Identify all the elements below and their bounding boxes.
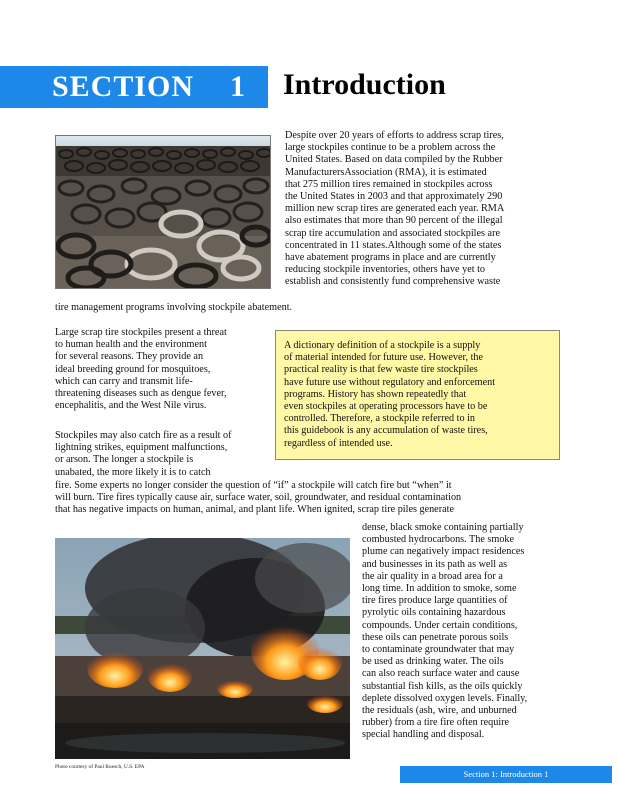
- photo-credit: Photo courtesy of Paul Ruesch, U.S. EPA: [55, 764, 145, 770]
- stockpile-definition-box: [275, 330, 560, 460]
- page-footer: Section 1: Introduction 1: [400, 766, 612, 783]
- section-banner: [0, 66, 268, 108]
- definition-text: A dictionary definition of a stockpile is a supply of material intended for future use. However, the practical reality is that few waste tire stockpiles have future use without regulatory and enforcement programs. History has shown repeatedly that even stockpiles at operating processors have to be controlled. Therefore, a stockpile referred to in this guidebook is any accumulation of waste tires, regardless of intended use.: [284, 340, 496, 449]
- tire-fire-paragraph: fire. Some experts no longer consider the question of “if” a stockpile will catch fire but “when” it will burn. Tire fires typically cause air, surface water, soil, groundwater, and residual contamination that has negative impacts on human, animal, and plant life. When ignited, scrap tire piles generate: [55, 480, 462, 516]
- intro-paragraph: Despite over 20 years of efforts to address scrap tires, large stockpiles continue to be a problem across the United States. Based on data compiled by the Rubber ManufacturersAssociation (RMA), it is estimated that 275 million tires remained in stockpiles across the United States in 2003 and that approximately 290 million new scrap tires are generated each year. RMA also estimates that more than 90 percent of the illegal scrap tire accumulation and associated stockpiles are concentrated in 11 states.Although some of the states have abatement programs in place and are currently reducing stockpile inventories, others have yet to establish and consistently fund comprehensive waste: [285, 130, 505, 288]
- section-number: 1: [230, 70, 245, 103]
- fire-risk-paragraph: Stockpiles may also catch fire as a result of lightning strikes, equipment malfunctions, or arson. The longer a stockpile is unabated, the more likely it is to catch: [55, 430, 232, 478]
- page-title: Introduction: [283, 68, 446, 101]
- section-label: SECTION: [52, 70, 195, 103]
- tire-stockpile-photo: [55, 135, 271, 289]
- intro-paragraph-end: tire management programs involving stockpile abatement.: [55, 302, 293, 313]
- tire-fire-photo: [55, 538, 350, 759]
- health-threats-paragraph: Large scrap tire stockpiles present a threat to human health and the environment for several reasons. They provide an ideal breeding ground for mosquitoes, which can carry and transmit life- threatening diseases such as dengue fever, encephalitis, and the West Nile virus.: [55, 327, 227, 412]
- smoke-and-oil-paragraph: dense, black smoke containing partially combusted hydrocarbons. The smoke plume can negatively impact residences and businesses in its path as well as the air quality in a broad area for a long time. In addition to smoke, some tire fires produce large quantities of pyrolytic oils containing hazardous compounds. Under certain conditions, these oils can penetrate porous soils to contaminate groundwater that may be used as drinking water. The oils can also reach surface water and cause substantial fish kills, as the oils quickly deplete dissolved oxygen levels. Finally, the residuals (ash, wire, and unburned rubber) from a tire fire often require special handling and disposal.: [362, 522, 528, 741]
